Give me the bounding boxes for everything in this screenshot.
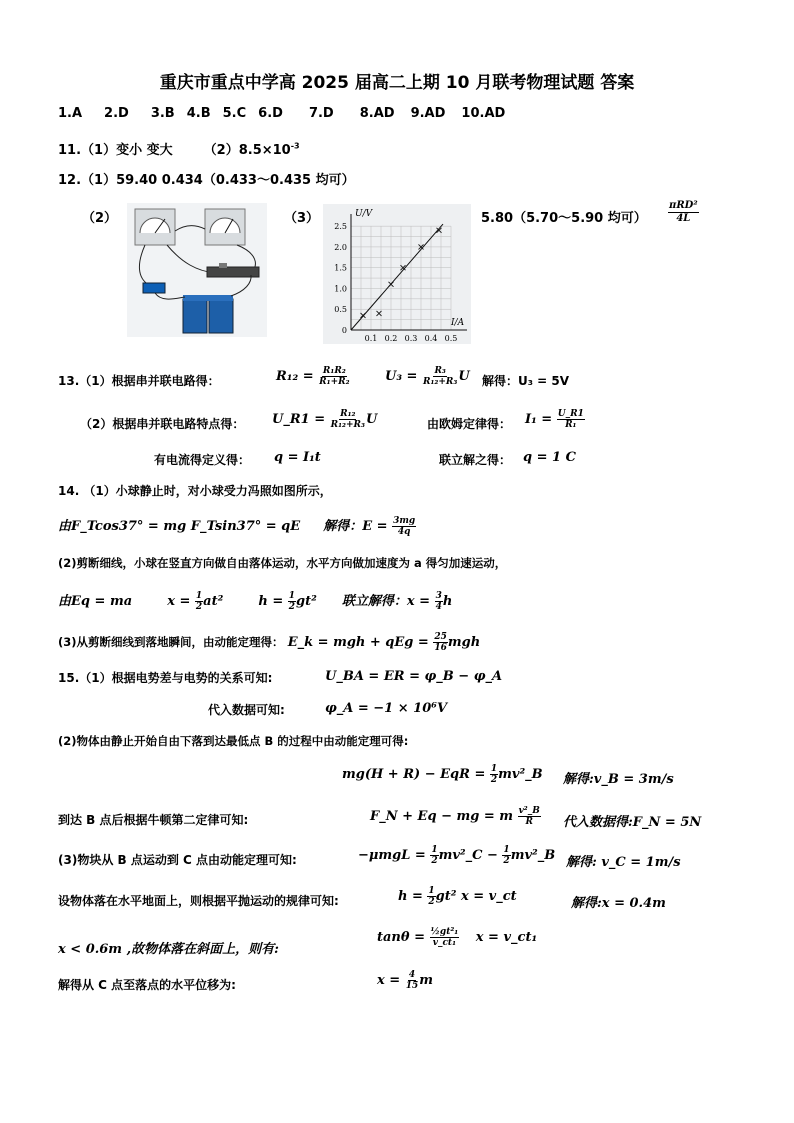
- eq-tail: mv²_B: [510, 848, 556, 863]
- q14-eq-ek: [287, 632, 481, 653]
- q13-combine-label: 联立解之得：: [439, 453, 512, 467]
- q11-line: [58, 139, 300, 158]
- q13-line3: 有电流得定义得：: [154, 453, 251, 467]
- mc-answer: 2.D: [104, 106, 129, 121]
- frac-num: 1: [195, 591, 203, 601]
- q12-line1: 12.（1）59.40 0.434（0.433～0.435 均可）: [58, 173, 355, 188]
- frac-num: 1: [431, 845, 438, 855]
- eq-lhs: −μmgL =: [358, 848, 426, 863]
- y-tick-label: 2.0: [334, 242, 347, 252]
- mc-answers: [58, 106, 505, 121]
- frac-den: R₁: [565, 420, 577, 430]
- q15-line7: 设物体落在水平地面上，则根据平抛运动的规律可知:: [58, 894, 339, 908]
- u-i-graph: [323, 204, 471, 344]
- mc-answer: 5.C: [222, 106, 247, 121]
- q15-eq-energy: [342, 764, 543, 785]
- mc-answer: 6.D: [258, 106, 283, 121]
- y-tick-label: 2.5: [334, 222, 347, 232]
- frac-num: 25: [434, 632, 447, 642]
- frac-den: 2: [195, 602, 203, 612]
- q14-line5: [58, 632, 480, 653]
- q14-line2: [58, 515, 416, 537]
- frac-num: 4: [408, 970, 416, 980]
- q15-eq-uba: U_BA = ER = φ_B − φ_A: [325, 669, 503, 684]
- q13-eq-q: q = I₁t: [274, 450, 321, 465]
- formula-denominator: 4L: [676, 213, 691, 224]
- eq-lhs: 解得：E =: [323, 519, 388, 534]
- q12-part2-label: （2）: [82, 211, 118, 226]
- frac-num: R₁₂: [340, 409, 356, 419]
- eq-tail: gt² x = v_ct: [435, 889, 517, 904]
- q13-eq-ur1: [272, 409, 377, 430]
- eq-tail: mv²_B: [498, 767, 543, 782]
- eq-lhs: tanθ =: [377, 930, 425, 945]
- x-axis-label: I/A: [451, 318, 465, 328]
- q15-result-x: 解得:x = 0.4m: [571, 896, 666, 911]
- eq-lhs: 联立解得：x =: [341, 594, 431, 609]
- mc-answer: 1.A: [58, 106, 83, 121]
- frac-num: v²_B: [518, 806, 540, 816]
- frac-num: 1: [490, 764, 498, 774]
- y-tick-label: 1.0: [334, 284, 347, 294]
- frac-num: ½gt²₁: [430, 927, 459, 937]
- eq-lhs: h =: [398, 889, 423, 904]
- eq-tail: mgh: [447, 635, 481, 650]
- q13-line1: [58, 372, 220, 389]
- q14-text: (3)从剪断细线到落地瞬间，由动能定理得：: [58, 635, 284, 649]
- q15-line9: 解得从 C 点至落点的水平位移为:: [58, 978, 236, 992]
- frac-den: 2: [503, 856, 510, 866]
- eq-tail: U: [365, 412, 378, 427]
- frac-den: v_ct₁: [432, 938, 457, 948]
- eq-lhs: mg(H + R) − EqR =: [342, 767, 486, 782]
- frac-den: R: [525, 817, 533, 827]
- y-axis-label: U/V: [355, 209, 373, 219]
- q15-result-vb: 解得:v_B = 3m/s: [563, 772, 674, 787]
- q12-resistivity-formula: [668, 200, 699, 225]
- q15-line2: 代入数据可知:: [208, 703, 285, 717]
- y-tick-label: 0: [341, 326, 347, 335]
- q15-result-vc: 解得: v_C = 1m/s: [566, 855, 681, 870]
- q13-eq-r12: [276, 366, 351, 387]
- q11-part2: （2）8.5×10: [203, 143, 291, 158]
- mc-answer: 10.AD: [461, 106, 506, 121]
- q11-part1: 11.（1）变小 变大: [58, 143, 173, 158]
- frac-num: 1: [288, 591, 296, 601]
- eq-lhs: h =: [258, 594, 284, 609]
- eq-lhs: U₃ =: [385, 369, 418, 384]
- eq-lhs: I₁ =: [525, 412, 553, 427]
- q15-line3: (2)物体由静止开始自由下落到达最低点 B 的过程中由动能定理可得:: [58, 734, 409, 748]
- q13-ohm-label: 由欧姆定律得：: [427, 417, 512, 431]
- q15-eq-friction: [358, 845, 555, 866]
- q13-result1: 解得：U₃ = 5V: [482, 374, 570, 388]
- frac-num: U_R1: [557, 409, 584, 419]
- q14-line4: [58, 590, 452, 612]
- frac-den: R₁₂+R₃: [422, 377, 458, 387]
- y-tick-label: 0.5: [334, 305, 347, 315]
- eq-lhs: R₁₂ =: [276, 369, 314, 384]
- q13-line2: （2）根据串并联电路特点得：: [80, 417, 245, 431]
- formula-numerator: πRD²: [669, 200, 698, 211]
- frac-den: R₁+R₂: [319, 377, 350, 387]
- mc-answer: 4.B: [186, 106, 211, 121]
- frac-den: 2: [431, 856, 438, 866]
- eq-lhs: E_k = mgh + qEg =: [287, 635, 429, 650]
- x-tick-label: 0.2: [384, 334, 398, 343]
- x-tick-label: 0.5: [444, 334, 458, 343]
- frac-num: 1: [503, 845, 510, 855]
- q13-text: 13.（1）根据串并联电路得：: [58, 374, 220, 388]
- q14-line1: 14. （1）小球静止时，对小球受力冯照如图所示，: [58, 484, 332, 498]
- eq-lhs: x =: [377, 973, 401, 988]
- eq-tail: x = v_ct₁: [475, 930, 538, 945]
- q12-resistance-answer: 5.80（5.70～5.90 均可）: [481, 211, 647, 226]
- q13-eq-i1: [525, 409, 585, 430]
- x-tick-label: 0.4: [424, 334, 438, 343]
- mc-answer: 8.AD: [359, 106, 395, 121]
- q15-line8-text: x < 0.6m ,故物体落在斜面上，则有:: [58, 942, 279, 957]
- q15-line1: 15.（1）根据电势差与电势的关系可知:: [58, 671, 273, 685]
- x-tick-label: 0.3: [404, 334, 418, 343]
- circuit-diagram: [127, 203, 267, 337]
- eq-lhs: x =: [167, 594, 191, 609]
- q13-eq-u3: [385, 366, 470, 387]
- q15-eq-phia: φ_A = −1 × 10⁶V: [325, 701, 448, 716]
- frac-den: R₁₂+R₃: [330, 420, 365, 430]
- q15-eq-final: [377, 970, 433, 991]
- mc-answer: 7.D: [308, 106, 334, 121]
- q15-eq-tan: [377, 927, 537, 948]
- q12-part3-label: （3）: [284, 211, 320, 226]
- q11-exp: -3: [290, 141, 300, 151]
- eq-lhs: U_R1 =: [272, 412, 326, 427]
- eq-tail: at²: [203, 594, 224, 609]
- q15-line6: (3)物块从 B 点运动到 C 点由动能定理可知:: [58, 853, 297, 867]
- q14-line3: (2)剪断细线，小球在竖直方向做自由落体运动，水平方向做加速度为 a 得匀加速运动，: [58, 556, 507, 570]
- frac-den: 4q: [397, 527, 411, 537]
- eq-tail: m: [419, 973, 433, 988]
- eq-tail: U: [458, 369, 470, 384]
- frac-den: 4: [435, 602, 442, 612]
- x-tick-label: 0.1: [364, 334, 378, 343]
- eq-tail: h: [442, 594, 453, 609]
- q15-eq-newton: [370, 806, 541, 827]
- eq-force: 由F_Tcos37° = mg F_Tsin37° = qE: [58, 519, 301, 534]
- frac-num: R₃: [434, 366, 446, 376]
- eq-mid: mv²_C −: [438, 848, 498, 863]
- y-tick-label: 1.5: [334, 263, 347, 273]
- frac-den: 2: [490, 775, 498, 785]
- eq-1: 由Eq = ma: [58, 594, 133, 609]
- mc-answer: 3.B: [150, 106, 175, 121]
- q15-line8: [58, 938, 279, 957]
- q15-eq-projectile: [398, 886, 517, 907]
- page-title: 重庆市重点中学高 2025 届高二上期 10 月联考物理试题 答案: [159, 73, 635, 93]
- frac-num: 3: [435, 591, 442, 601]
- frac-den: 2: [288, 602, 296, 612]
- eq-lhs: F_N + Eq − mg = m: [370, 809, 514, 824]
- frac-num: 1: [428, 886, 435, 896]
- frac-den: 2: [428, 897, 435, 907]
- q13-result3: q = 1 C: [523, 450, 576, 465]
- q15-result-fn: 代入数据得:F_N = 5N: [563, 815, 702, 830]
- mc-answer: 9.AD: [410, 106, 446, 121]
- frac-num: R₁R₂: [322, 366, 346, 376]
- eq-tail: gt²: [296, 594, 317, 609]
- frac-den: 16: [434, 643, 447, 653]
- q15-line5: 到达 B 点后根据牛顿第二定律可知:: [58, 813, 249, 827]
- frac-num: 3mg: [393, 516, 416, 526]
- frac-den: 15: [405, 981, 419, 991]
